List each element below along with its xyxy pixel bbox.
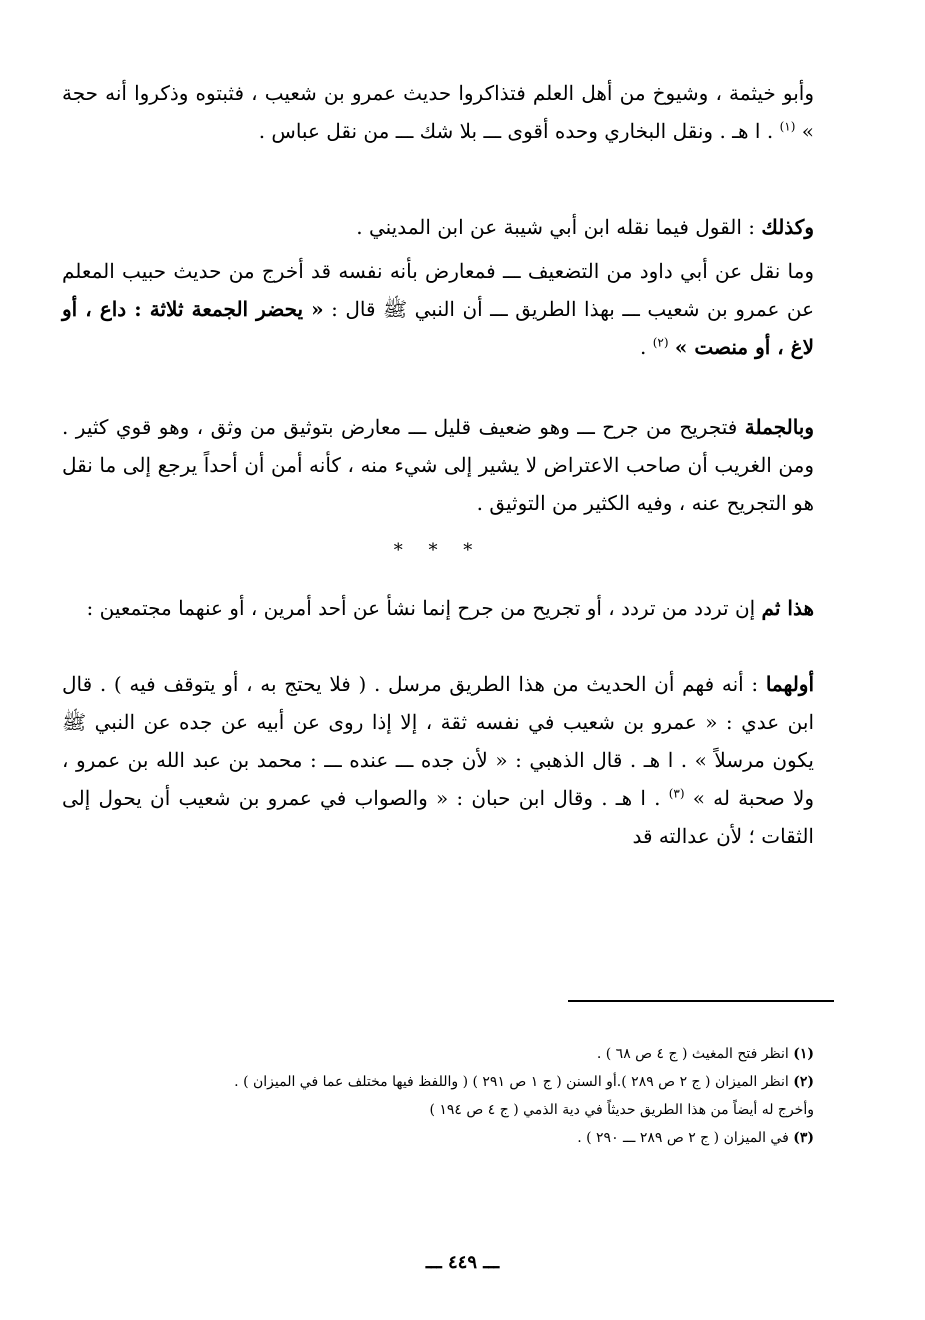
footnote-ref-2[interactable]: (٢): [652, 335, 669, 350]
footnote-2-continued: [62, 1096, 814, 1124]
page-number: ـــ ٤٤٩ ـــ: [425, 1252, 500, 1273]
paragraph-3-text: وما نقل عن أبي داود من التضعيف ـــ فمعارض بأنه نفسه قد أخرج من حديث حبيب المعلم عن عمرو بن شعيب ـــ بهذا الطريق ـــ أن النبي ﷺ قال :: [62, 259, 815, 321]
paragraph-4: [62, 408, 814, 522]
footnote-2-continued-text: وأخرج له أيضاً من هذا الطريق حديثاً في دية الذمي ( ج ٤ ص ١٩٤ ): [429, 1102, 814, 1118]
footnote-2-number: (٢): [793, 1074, 814, 1090]
footnote-1: [62, 1040, 814, 1068]
paragraph-2: [62, 208, 814, 246]
paragraph-4-lead: وبالجملة: [744, 415, 815, 439]
footnotes: [62, 1040, 814, 1152]
paragraph-1-text: وأبو خيثمة ، وشيوخ من أهل العلم فتذاكروا حديث عمرو بن شعيب ، فثبتوه وذكروا أنه حجة »: [62, 81, 814, 143]
footnote-2: [62, 1068, 814, 1096]
page-body: [62, 70, 814, 855]
footnote-ref-1[interactable]: (١): [779, 119, 796, 134]
footnote-3: [62, 1124, 814, 1152]
footnote-2-text: انظر الميزان ( ج ٢ ص ٢٨٩ ).أو السنن ( ج ١ ص ٢٩١ ) ( واللفظ فيها مختلف عما في الميزان ) .: [234, 1074, 789, 1090]
footnote-divider: [568, 1000, 834, 1002]
paragraph-6-lead: أولهما: [765, 672, 814, 696]
paragraph-6-tail: . ا هـ . وقال ابن حبان : « والصواب في عمرو بن شعيب أن يحول إلى الثقات ؛ لأن عدالته قد: [62, 786, 814, 848]
footnote-ref-3[interactable]: (٣): [668, 786, 685, 801]
paragraph-1-tail: . ا هـ . ونقل البخاري وحده أقوى ـــ بلا شك ـــ من نقل عباس .: [258, 119, 774, 143]
paragraph-5: [62, 589, 814, 627]
paragraph-5-text: إن تردد من تردد ، أو تجريح من جرح إنما نشأ عن أحد أمرين ، أو عنهما مجتمعين :: [86, 596, 756, 620]
paragraph-3-quote: « يحضر الجمعة ثلاثة : داع ، أو لاغ ، أو منصت »: [62, 297, 814, 359]
paragraph-2-lead: وكذلك: [761, 215, 814, 239]
paragraph-1: [62, 74, 814, 150]
footnote-1-text: انظر فتح المغيث ( ج ٤ ص ٦٨ ) .: [596, 1046, 789, 1062]
footnote-3-text: في الميزان ( ج ٢ ص ٢٨٩ ـــ ٢٩٠ ) .: [577, 1130, 789, 1146]
paragraph-3-end: .: [640, 335, 647, 359]
paragraph-6-text: : أنه فهم أن الحديث من هذا الطريق مرسل . ( فلا يحتج به ، أو يتوقف فيه ) . قال ابن عدي : « عمرو بن شعيب في نفسه ثقة ، إلا إذا روى عن أبيه عن جده عن النبي ﷺ يكون مرسلاً » . ا هـ . قال الذهبي : « لأن جده ـــ عنده ـــ : محمد بن عبد الله بن عمرو ، ولا صحبة له »: [62, 672, 815, 810]
paragraph-4-text: فتجريح من جرح ـــ وهو ضعيف قليل ـــ معارض بتوثيق من وثق ، وهو قوي كثير . ومن الغريب أن صاحب الاعتراض لا يشير إلى شيء منه ، كأنه أمن أن أحداً يرجع إلى ما نقل هو التجريح عنه ، وفيه الكثير من التوثيق .: [62, 415, 814, 515]
section-separator: * * *: [393, 540, 483, 561]
paragraph-6: [62, 665, 814, 855]
paragraph-3: [62, 252, 814, 366]
paragraph-2-text: : القول فيما نقله ابن أبي شيبة عن ابن المديني .: [356, 215, 755, 239]
footnote-3-number: (٣): [793, 1130, 814, 1146]
footnote-1-number: (١): [793, 1046, 814, 1062]
paragraph-5-lead: هذا ثم: [761, 596, 814, 620]
